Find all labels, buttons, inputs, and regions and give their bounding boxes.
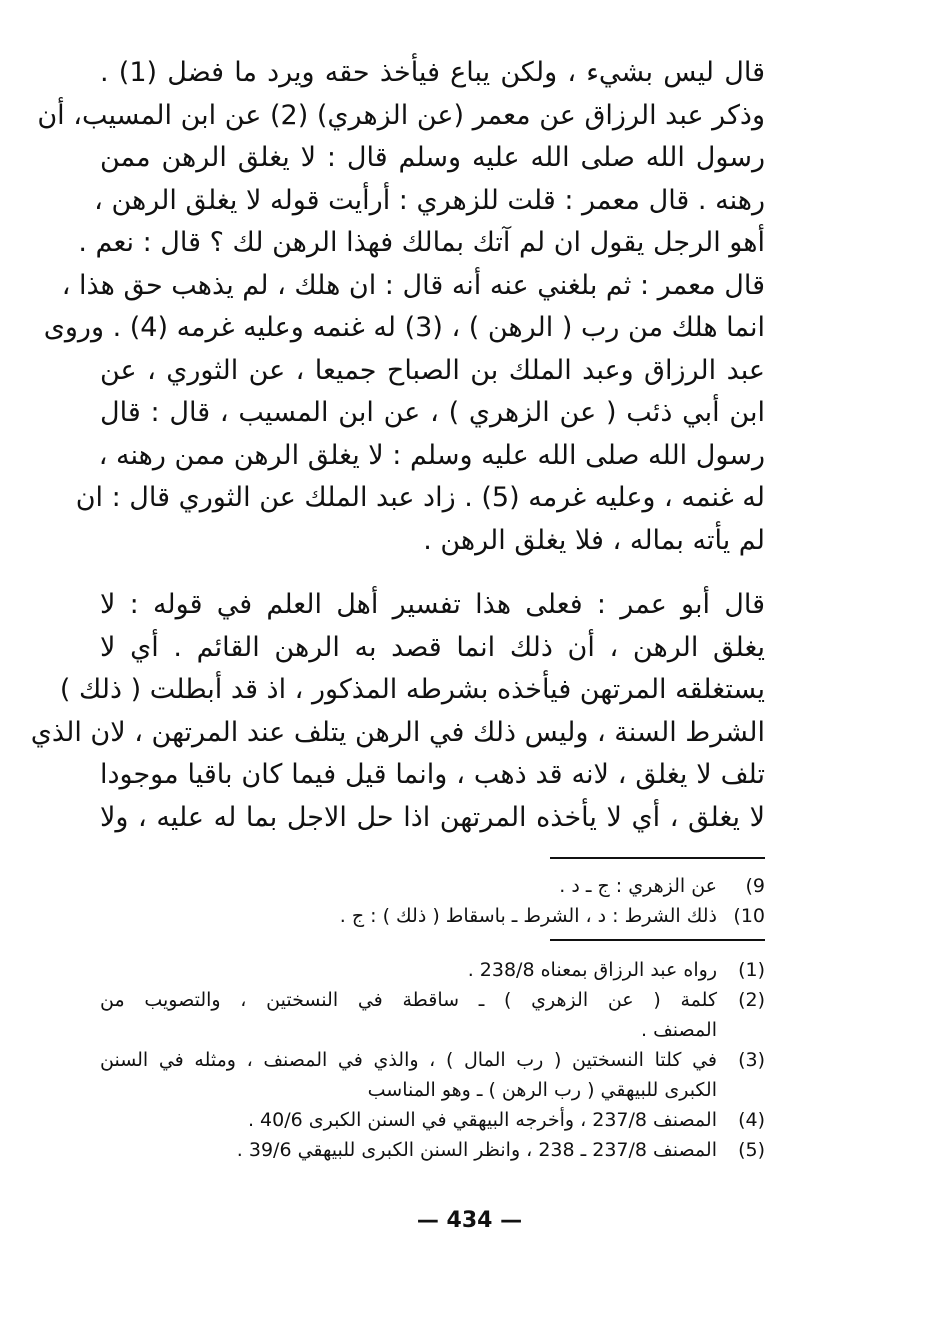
text-line: رسول الله صلى الله عليه وسلم قال : لا يغلق الرهن ممن [100, 142, 765, 173]
page-number: — 434 — [416, 1208, 523, 1233]
text-line: وذكر عبد الرزاق عن معمر (عن الزهري) (2) عن ابن المسيب، أن [37, 99, 765, 131]
text-line: له غنمه ، وعليه غرمه (5) . زاد عبد الملك عن الثوري قال : ان [75, 482, 765, 513]
footnote-text: كلمة ( عن الزهري ) ـ ساقطة في النسختين ، والتصويب من [100, 989, 717, 1011]
text-line: الشرط السنة ، وليس ذلك في الرهن يتلف عند المرتهن ، لان الذي [30, 716, 765, 748]
text-line: لم يأته بماله ، فلا يغلق الرهن . [423, 524, 765, 556]
footnote-text: رواه عبد الرزاق بمعناه 238/8 . [467, 959, 717, 981]
footnote [100, 901, 765, 931]
main-text [30, 52, 765, 839]
source-footnotes [100, 955, 765, 1165]
footnote [100, 1105, 765, 1135]
footnote-text: المصنف . [640, 1019, 717, 1041]
text-line: قال أبو عمر : فعلى هذا تفسير أهل العلم في قوله : لا [100, 589, 765, 620]
footnote-text: المصنف 237/8 ـ 238 ، وانظر السنن الكبرى للبيهقي 39/6 . [236, 1139, 717, 1161]
paragraph [37, 52, 765, 562]
text-line: لا يغلق ، أي لا يأخذه المرتهن اذا حل الاجل بما له عليه ، ولا [100, 801, 765, 833]
footnote-text: المصنف 237/8 ، وأخرجه البيهقي في السنن الكبرى 40/6 . [247, 1109, 717, 1131]
text-line: ابن أبي ذئب ( عن الزهري ) ، عن ابن المسيب ، قال : قال [100, 397, 765, 428]
text-line: يغلق الرهن ، أن ذلك انما قصد به الرهن القائم . أي لا [100, 631, 765, 663]
footnote-number: 9) [745, 875, 765, 897]
text-line: تلف لا يغلق ، لانه قد ذهب ، وانما قيل فيما كان باقيا موجودا [100, 759, 765, 790]
footnote-text: عن الزهري : ج ـ د . [559, 875, 717, 897]
footnote-number: 10) [733, 905, 765, 927]
footnote [100, 871, 765, 901]
footnote-number: (1) [738, 959, 765, 981]
footnote [100, 955, 765, 985]
footnote-text: ذلك الشرط : د ، الشرط ـ باسقاط ( ذلك ) : ج . [339, 905, 717, 927]
footnote [100, 985, 765, 1045]
text-line: قال ليس بشيء ، ولكن يباع فيأخذ حقه ويرد ما فضل (1) . [100, 57, 765, 88]
footnote-text: في كلتا النسختين ( رب المال ) ، والذي في المصنف ، ومثله في السنن [100, 1049, 717, 1071]
footnote-number: (4) [738, 1109, 765, 1131]
text-line: يستغلقه المرتهن فيأخذه بشرطه المذكور ، اذ قد أبطلت ( ذلك ) [59, 674, 765, 705]
text-line: رهنه . قال معمر : قلت للزهري : أرأيت قوله لا يغلق الرهن ، [94, 184, 765, 216]
paragraph [30, 584, 765, 839]
footnote-number: (2) [738, 989, 765, 1011]
text-line: رسول الله صلى الله عليه وسلم : لا يغلق الرهن ممن رهنه ، [98, 439, 765, 471]
text-line: انما هلك من رب ( الرهن ) ، (3) له غنمه وعليه غرمه (4) . وروى [43, 312, 765, 343]
footnote-number: (5) [738, 1139, 765, 1161]
footnote-text: الكبرى للبيهقي ( رب الرهن ) ـ وهو المناسب [367, 1079, 717, 1101]
text-line: قال معمر : ثم بلغني عنه أنه قال : ان هلك ، لم يذهب حق هذا ، [61, 269, 765, 301]
page-body [30, 52, 765, 1165]
footnote-divider [550, 939, 765, 941]
text-line: أهو الرجل يقول ان لم آتك بمالك فهذا الرهن لك ؟ قال : نعم . [78, 227, 765, 258]
footnote-divider [550, 857, 765, 859]
footnote [100, 1045, 765, 1105]
text-line: عبد الرزاق وعبد الملك بن الصباح جميعا ، عن الثوري ، عن [100, 354, 765, 386]
editor-footnotes [100, 871, 765, 931]
footnote [100, 1135, 765, 1165]
footnote-number: (3) [738, 1049, 765, 1071]
